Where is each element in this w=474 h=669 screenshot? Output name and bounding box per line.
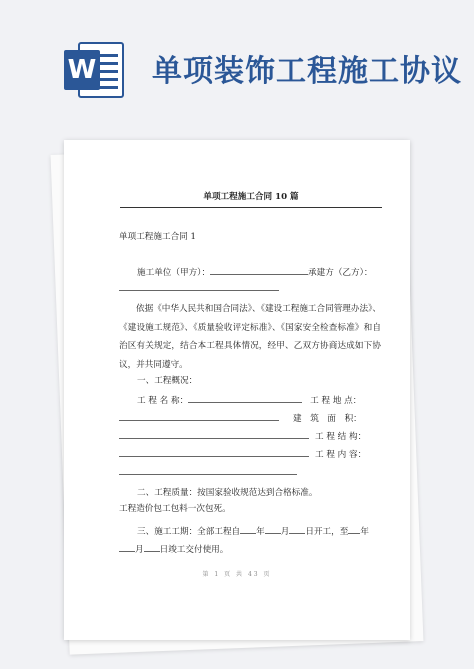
building-area-row xyxy=(119,410,362,426)
building-area-label: 建 筑 面 积： xyxy=(293,414,362,424)
page-title: 单项装饰工程施工协议 xyxy=(152,54,462,89)
project-structure-row xyxy=(119,428,366,444)
document-title: 单项工程施工合同 10 篇 xyxy=(120,190,382,208)
party-line xyxy=(137,264,373,280)
start-label: 日开工，至 xyxy=(305,527,349,537)
party-b-line xyxy=(119,280,279,296)
word-document-icon xyxy=(64,42,126,98)
start-year-label: 年 xyxy=(256,527,265,537)
section-3-label: 三、施工工期：全部工程自 xyxy=(137,527,241,537)
intro-paragraph: 依据《中华人民共和国合同法》、《建设工程施工合同管理办法》、《建设施工规范》、《质量验收评定标准》、《国家安全检查标准》和自治区有关规定，结合本工程具体情况，经甲、乙双方协商达成如下协议，并共同遵守。 xyxy=(119,304,381,370)
project-name-label: 工 程 名 称： xyxy=(137,396,189,406)
document-page xyxy=(64,140,410,640)
project-content-row xyxy=(119,446,366,462)
word-badge: W xyxy=(64,50,100,90)
project-location-blank xyxy=(119,410,279,421)
section-1-heading: 一、工程概况： xyxy=(137,376,198,386)
party-a-blank xyxy=(210,264,308,275)
start-month-blank xyxy=(265,523,281,534)
start-month-label: 月 xyxy=(280,527,290,537)
end-label: 日竣工交付使用。 xyxy=(159,545,229,555)
end-year-label: 年 xyxy=(360,527,369,537)
project-structure-label: 工 程 结 构： xyxy=(315,432,367,442)
end-year-blank xyxy=(348,523,360,534)
header-banner xyxy=(0,0,474,118)
start-day-blank xyxy=(289,523,305,534)
page-footer: 第 1 页 共 43 页 xyxy=(202,571,272,578)
section-3-line-1 xyxy=(137,523,369,539)
start-year-blank xyxy=(240,523,256,534)
project-name-blank xyxy=(188,392,302,403)
end-month-blank xyxy=(119,541,135,552)
project-name-row xyxy=(137,392,361,408)
project-content-blank xyxy=(119,464,297,475)
building-area-blank xyxy=(119,428,309,439)
section-3-line-2 xyxy=(119,541,228,557)
party-b-label: 承建方（乙方）： xyxy=(308,268,373,278)
party-b-blank xyxy=(119,280,279,291)
content-blank-row xyxy=(119,464,297,480)
section-2-line-2: 工程造价包工包料一次包死。 xyxy=(119,504,231,514)
project-content-label: 工 程 内 容： xyxy=(315,450,367,460)
party-a-label: 施工单位（甲方）： xyxy=(137,268,211,278)
end-day-blank xyxy=(144,541,160,552)
end-month-label: 月 xyxy=(135,545,144,555)
project-structure-blank xyxy=(119,446,309,457)
section-2-line-1: 二、工程质量：按国家验收规范达到合格标准。 xyxy=(137,488,318,498)
contract-subtitle: 单项工程施工合同 1 xyxy=(119,232,196,242)
project-location-label: 工 程 地 点： xyxy=(310,396,362,406)
